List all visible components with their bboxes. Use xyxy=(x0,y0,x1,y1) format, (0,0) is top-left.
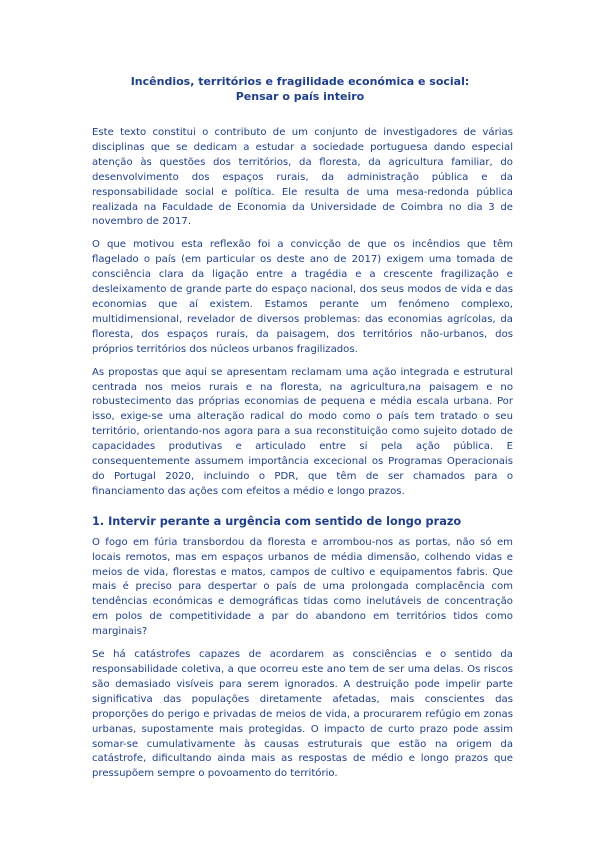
document-body xyxy=(92,126,513,790)
intro-paragraph-2: O que motivou esta reflexão foi a convicção de que os incêndios que têm flagelado o país (em particular os deste ano de 2017) exigem uma tomada de consciência clara da ligação entre a tragédia e a crescente fragilização e desleixamento de grande parte do espaço nacional, dos seus modos de vida e das economias que aí existem. Estamos perante um fenómeno complexo, multidimensional, revelador de diversos problemas: das economias agrícolas, da floresta, dos espaços rurais, da paisagem, dos territórios não-urbanos, dos próprios territórios dos núcleos urbanos fragilizados. xyxy=(92,239,513,355)
intro-paragraph-3: As propostas que aqui se apresentam reclamam uma ação integrada e estrutural centrada nos meios rurais e na floresta, na agricultura,na paisagem e no robustecimento das próprias economias de pequena e média escala urbana. Por isso, exige-se uma alteração radical do modo como o país tem tratado o seu território, orientando-nos agora para a sua reconstituição como sujeito dotado de capacidades produtivas e articulado entre si pela ação pública. E consequentemente assumem importância excecional os Programas Operacionais do Portugal 2020, incluindo o PDR, que têm de ser chamados para o financiamento das ações com efeitos a médio e longo prazos. xyxy=(92,366,513,497)
section-1-paragraph-2: Se há catástrofes capazes de acordarem as consciências e o sentido da responsabilidade coletiva, a que ocorreu este ano tem de ser uma delas. Os riscos são demasiado visíveis para serem ignorados. A destruição pode impelir parte significativa das populações diretamente afetadas, mais conscientes das proporções do perigo e privadas de meios de vida, a procurarem refúgio em zonas urbanas, supostamente mais protegidas. O impacto de curto prazo pode assim somar-se cumulativamente às causas estruturais que estão na origem da catástrofe, dificultando ainda mais as respostas de médio e longo prazos que pressupõem sempre o povoamento do território. xyxy=(92,649,513,780)
title-line-1: Incêndios, territórios e fragilidade económica e social: xyxy=(130,75,470,88)
intro-paragraph-1: Este texto constitui o contributo de um conjunto de investigadores de várias disciplinas que se dedicam a estudar a sociedade portuguesa dando especial atenção às questões dos territórios, da floresta, da agricultura familiar, do desenvolvimento dos espaços rurais, da administração pública e da responsabilidade social e política. Ele resulta de uma mesa-redonda pública realizada na Faculdade de Economia da Universidade de Coimbra no dia 3 de novembro de 2017. xyxy=(92,127,513,228)
document-title xyxy=(0,74,600,104)
title-line-2: Pensar o país inteiro xyxy=(235,90,365,103)
section-1-paragraph-1: O fogo em fúria transbordou da floresta e arrombou-nos as portas, não só em locais remotos, mas em espaços urbanos de média dimensão, colhendo vidas e meios de vida, florestas e matos, campos de cultivo e equipamentos fabris. Que mais é preciso para despertar o país de uma prolongada complacência com tendências económicas e demográficas tidas como inelutáveis de concentração em polos de competitividade a par do abandono em territórios tidos como marginais? xyxy=(92,536,513,638)
section-1-heading: 1. Intervir perante a urgência com sentido de longo prazo xyxy=(92,514,462,528)
